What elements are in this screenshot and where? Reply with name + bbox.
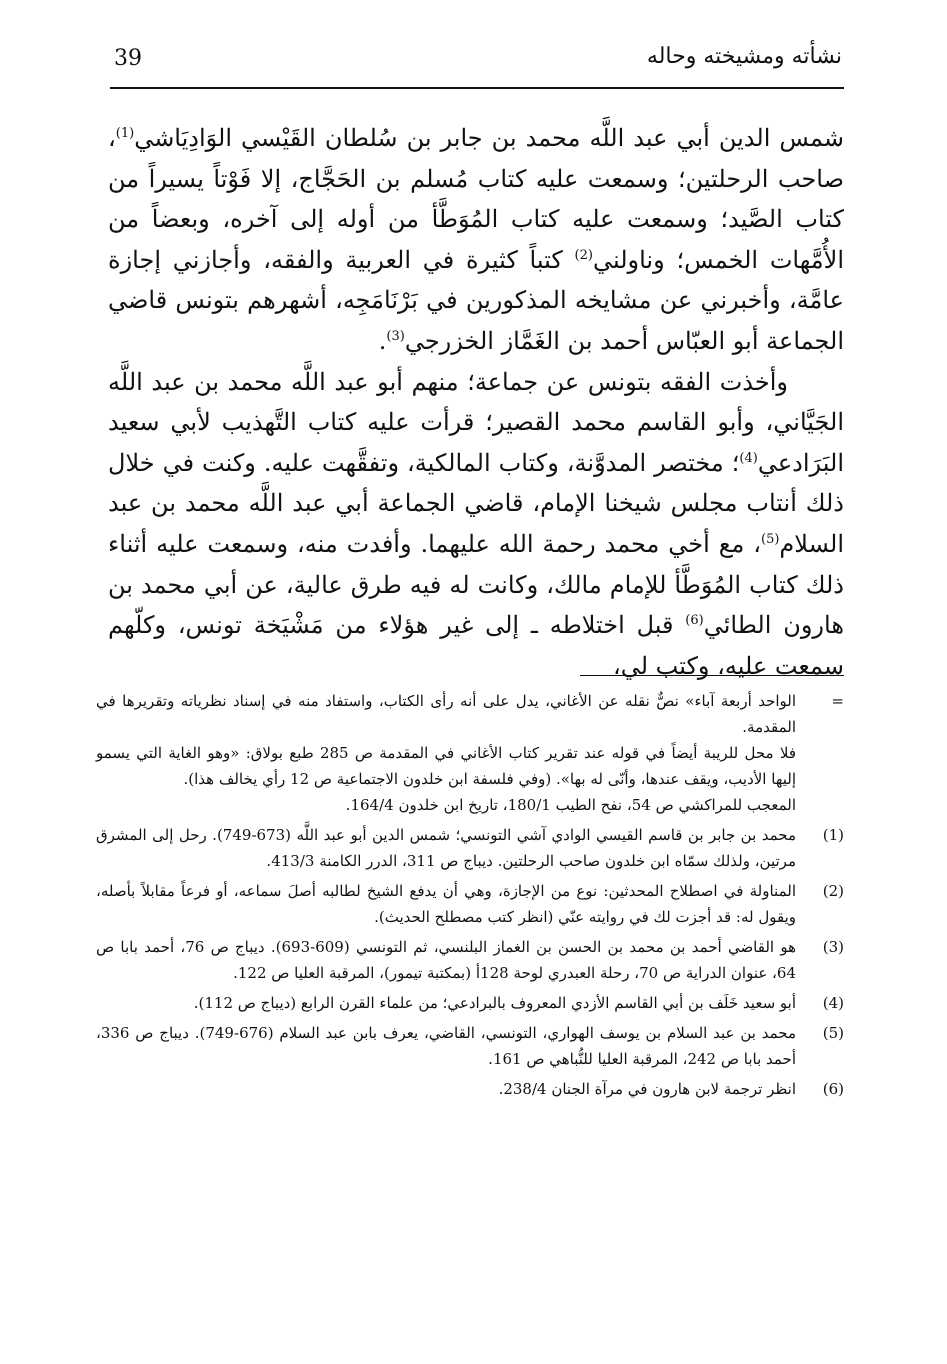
footnote-5-text: محمد بن عبد السلام بن يوسف الهواري، التونسي، القاضي، يعرف بابن عبد السلام (676-749). ديباج ص 336، أحمد بابا ص 242، المرقبة العليا للنُّباهي ص 161.: [96, 1024, 796, 1068]
footnotes: [96, 688, 848, 1106]
footnote-5: [96, 1020, 848, 1072]
main-text: [108, 118, 844, 686]
footnote-continuation: [96, 688, 848, 818]
paragraph-1-part-a: شمس الدين أبي عبد اللَّه محمد بن جابر بن سُلطان القَيْسي الوَادِيَاشي: [134, 124, 844, 152]
footnote-rule: [580, 675, 844, 676]
paragraph-1-part-b: ، صاحب الرحلتين؛ وسمعت عليه كتاب مُسلم بن الحَجَّاج، إلا فَوْتاً يسيراً من كتاب الصَّيد؛ وسمعت عليه كتاب المُوَطَّأ من أوله إلى آخره، وبعضاً من الأُمَّهات الخمس؛ وناولني: [108, 124, 844, 274]
paragraph-1-part-d: .: [378, 326, 387, 355]
footnote-ref-4: (4): [739, 450, 758, 466]
paragraph-2-part-d: قبل اختلاطه ـ إلى غير هؤلاء من مَشْيَخة تونس، وكلّهم سمعت عليه، وكتب لي،: [108, 611, 844, 680]
footnote-ref-1: (1): [115, 126, 135, 141]
page-number: 39: [114, 46, 142, 71]
footnote-ref-6: (6): [685, 613, 704, 629]
footnote-4: [96, 990, 848, 1016]
footnote-6: [96, 1076, 848, 1102]
footnote-6-mark: (6): [822, 1080, 844, 1098]
footnote-ref-2: (2): [574, 247, 593, 263]
continuation-mark: =: [831, 692, 844, 710]
footnote-1-text: محمد بن جابر بن قاسم القيسي الوادي آشي التونسي؛ شمس الدين أبو عبد اللَّه (673-749). رحل إلى المشرق مرتين، ولذلك سمّاه ابن خلدون صاحب الرحلتين. ديباج ص 311، الدرر الكامنة 413/3.: [96, 826, 796, 870]
footnote-4-mark: (4): [822, 994, 844, 1012]
paragraph-1-part-c: كتباً كثيرة في العربية والفقه، وأجازني إجازة عامَّة، وأخبرني عن مشايخه المذكورين في بَرْنَامَجِه، أشهرهم بتونس قاضي الجماعة أبو العبّاس أحمد بن الغَمَّاز الخزرجي: [108, 245, 845, 355]
header-rule: [110, 87, 844, 89]
paragraph-2: [108, 362, 844, 687]
footnote-3-text: هو القاضي أحمد بن محمد بن الحسن بن الغماز البلنسي، ثم التونسي (609-693). ديباج ص 76، أحمد بابا ص 64، عنوان الدراية ص 70، رحلة العبدري لوحة 128أ (بمكتبة تيمور)، المرقبة العليا ص 122.: [96, 938, 796, 982]
continuation-line-2: فلا محل للريبة أيضاً في قوله عند تقرير كتاب الأغاني في المقدمة ص 285 طبع بولاق: «وهو الغاية التي يسمو إليها الأديب، ويقف عندها، وأنّى له بها». (وفي فلسفة ابن خلدون الاجتماعية ص 12 رأي يخالف هذا).: [96, 744, 797, 788]
footnote-1: [96, 822, 848, 874]
footnote-2-mark: (2): [822, 882, 844, 900]
page-header: [110, 44, 842, 84]
footnote-6-text: انظر ترجمة لابن هارون في مرآة الجنان 238/4.: [498, 1080, 796, 1098]
paragraph-2-part-c: ، مع أخي محمد رحمة الله عليهما. وأفدت منه، وسمعت عليه أثناء ذلك كتاب المُوَطَّأ للإمام مالك، وكانت له فيه طرق عالية، عن أبي محمد بن هارون الطائي: [108, 529, 844, 640]
footnote-4-text: أبو سعيد خَلَف بن أبي القاسم الأزدي المعروف بالبرادعي؛ من علماء القرن الرابع (ديباج ص 112).: [193, 994, 796, 1012]
paragraph-2-part-b: ؛ مختصر المدوَّنة، وكتاب المالكية، وتفقَّهت عليه. وكنت في خلال ذلك أنتاب مجلس شيخنا الإمام، قاضي الجماعة أبي عبد اللَّه محمد بن عبد السلام: [108, 448, 844, 558]
continuation-line-1: الواحد أربعة آباء» نصٌّ نقله عن الأغاني، يدل على أنه رأى الكتاب، واستفاد منه في إسناد نظرياته وتقريرها في المقدمة.: [96, 692, 796, 736]
footnote-2: [96, 878, 848, 930]
footnote-5-mark: (5): [822, 1024, 844, 1042]
paragraph-2-part-a: وأخذت الفقه بتونس عن جماعة؛ منهم أبو عبد اللَّه محمد بن عبد اللَّه الجَيَّاني، وأبو القاسم محمد القصير؛ قرأت عليه كتاب التَّهذيب لأبي سعيد البَرَادعي: [108, 367, 844, 477]
footnote-1-mark: (1): [822, 826, 844, 844]
continuation-line-3: المعجب للمراكشي ص 54، نفح الطيب 180/1، تاريخ ابن خلدون 164/4.: [345, 796, 796, 814]
running-title: نشأته ومشيخته وحاله: [646, 44, 842, 69]
footnote-3-mark: (3): [822, 938, 844, 956]
footnote-ref-3: (3): [386, 328, 405, 344]
footnote-2-text: المناولة في اصطلاح المحدثين: نوع من الإجازة، وهي أن يدفع الشيخ لطالبه أصلَ سماعه، أو فرعاً مقابلاً بأصله، ويقول له: قد أجزت لك في روايته عنّي (انظر كتب مصطلح الحديث).: [96, 882, 796, 926]
footnote-3: [96, 934, 848, 986]
footnote-ref-5: (5): [760, 531, 780, 547]
paragraph-1: [108, 118, 844, 362]
